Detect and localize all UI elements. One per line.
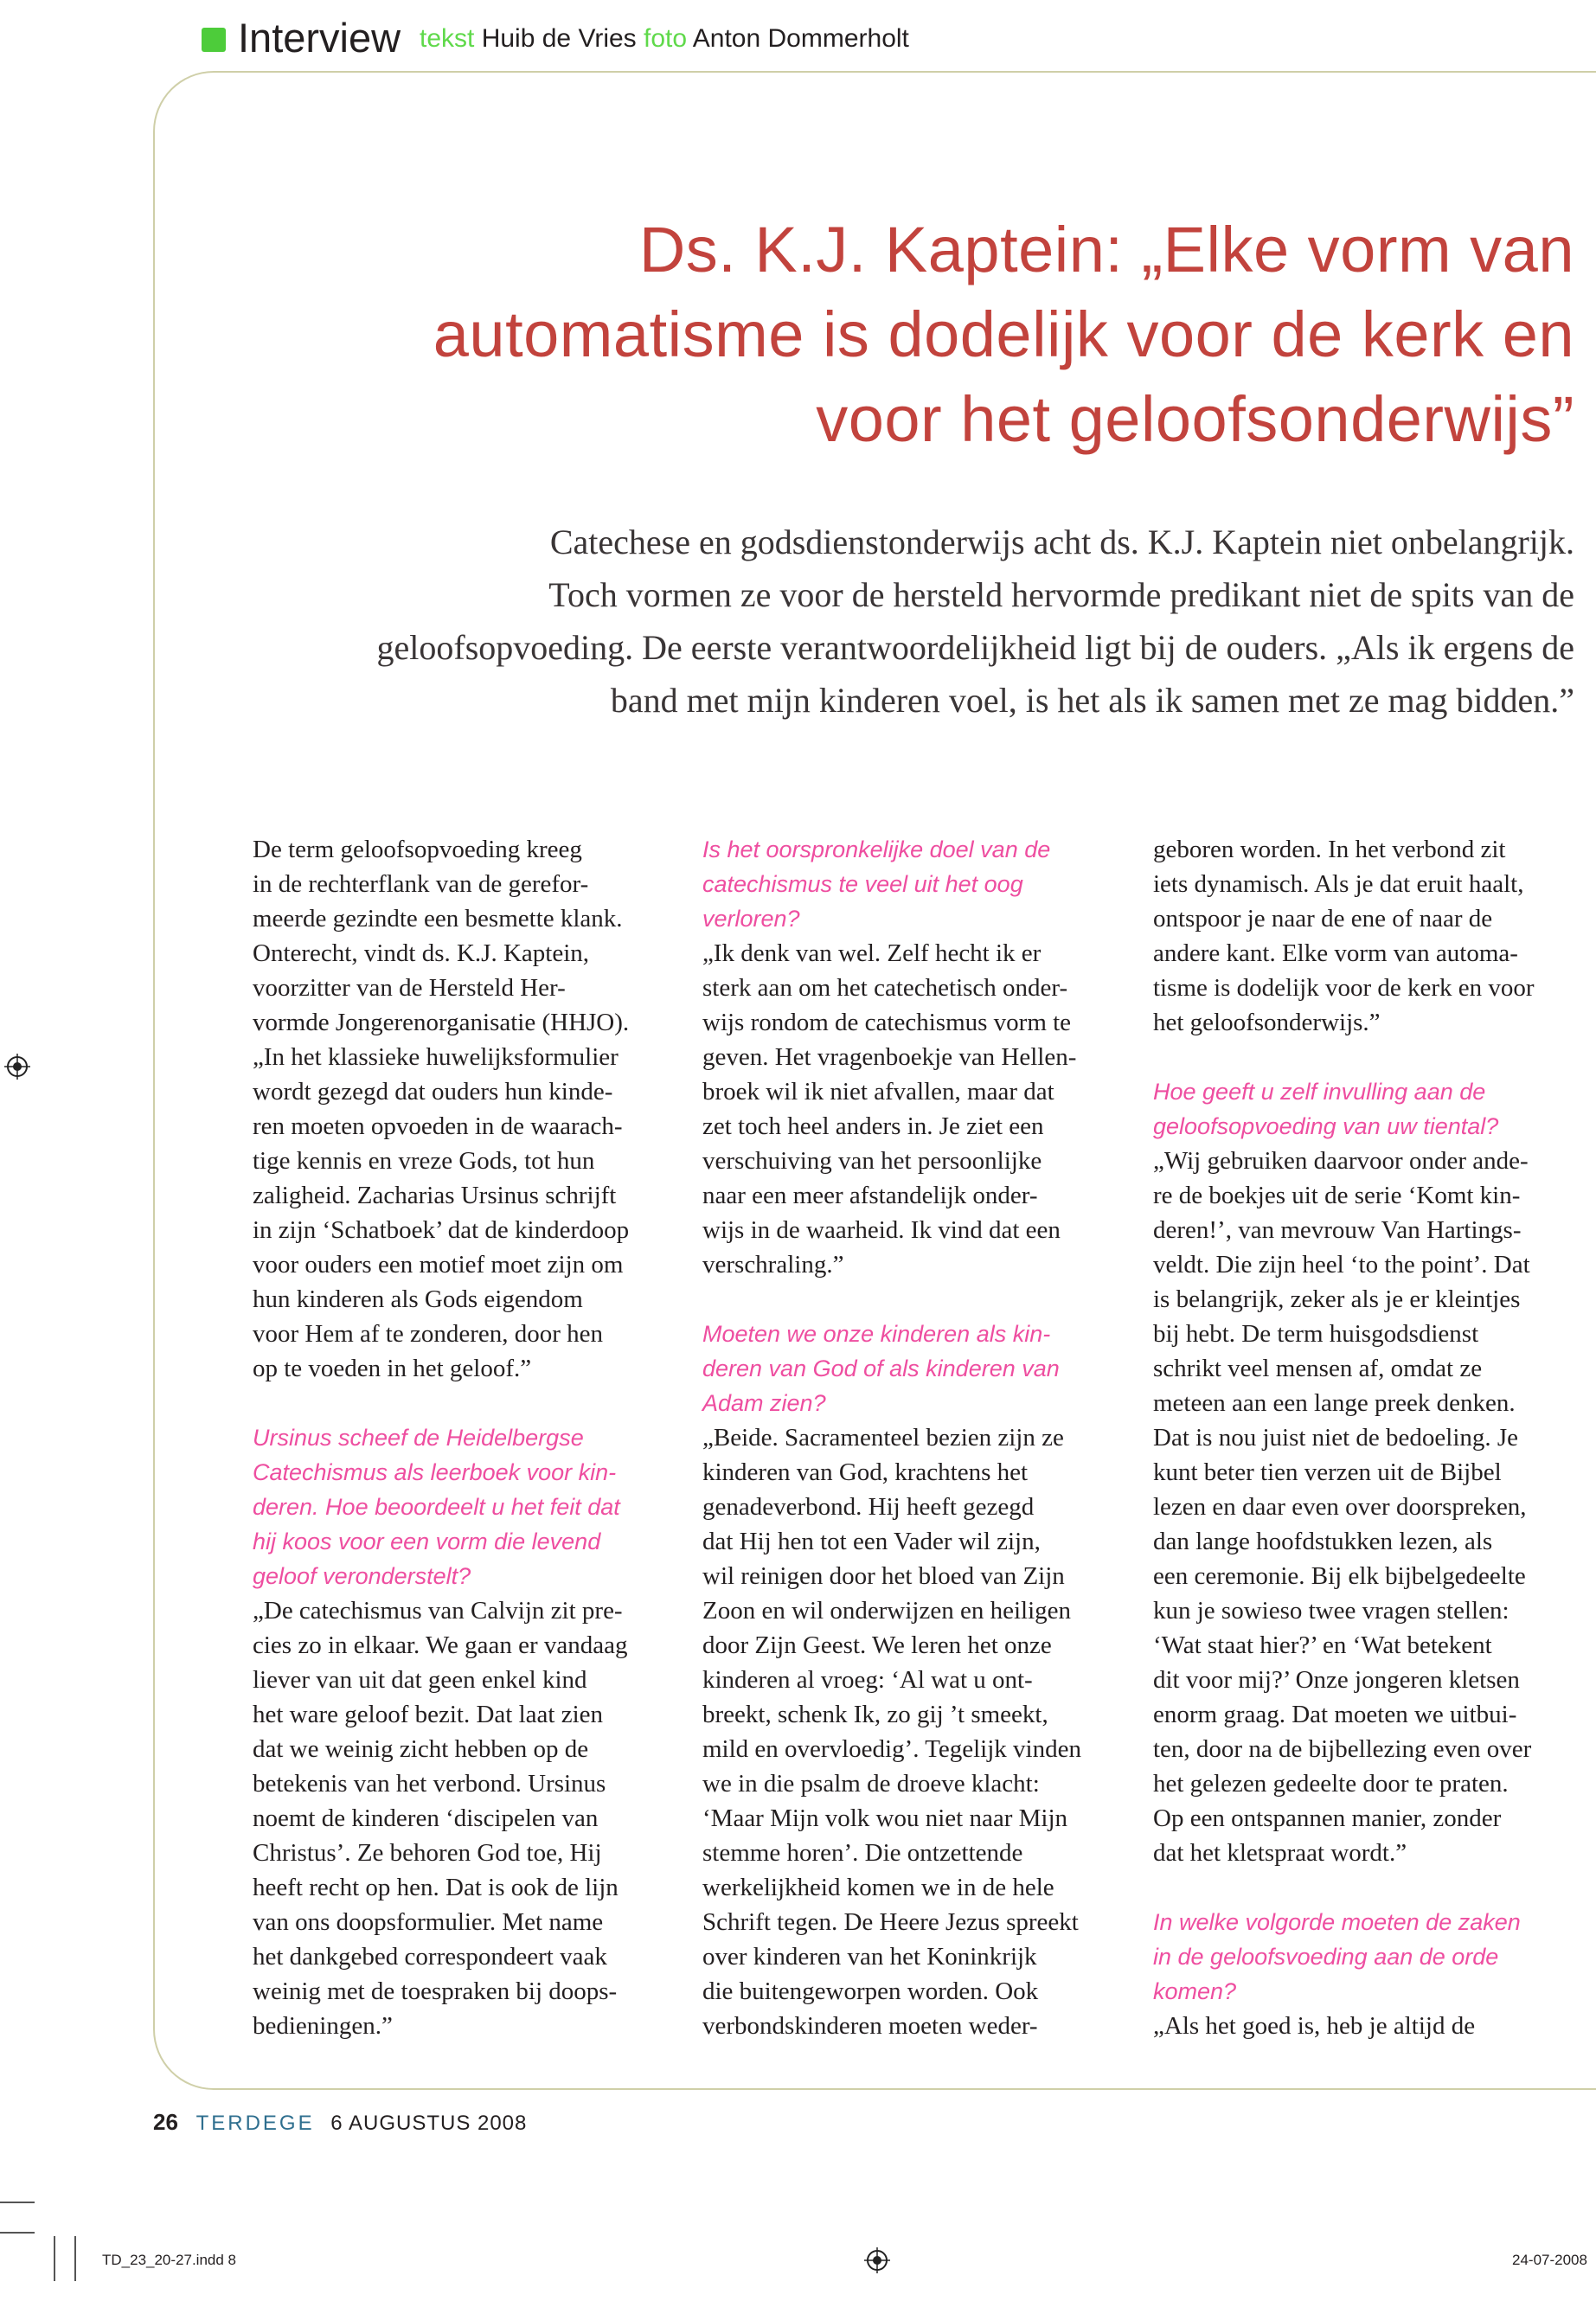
page-number: 26 [153,2109,178,2135]
body-line: voor ouders een motief moet zijn om [253,1251,624,1279]
body-line: lezen en daar even over doorspreken, [1153,1493,1527,1521]
body-line: door Zijn Geest. We leren het onze [702,1631,1052,1659]
body-paragraph [253,1593,681,2043]
body-line: zaligheid. Zacharias Ursinus schrijft [253,1182,617,1209]
body-line: verschraling.” [702,1251,844,1279]
body-line: bij hebt. De term huisgodsdienst [1153,1320,1479,1348]
body-line: weinig met de toespraken bij doops- [253,1977,618,2005]
body-line: betekenis van het verbond. Ursinus [253,1770,606,1798]
interview-question [702,1317,1131,1420]
body-line: dat Hij hen tot een Vader wil zijn, [702,1528,1041,1555]
question-line: komen? [1153,1978,1237,2004]
body-line: ontspoor je naar de ene of naar de [1153,905,1493,933]
headline [277,208,1574,462]
article-column-1 [253,832,681,2043]
body-line: het dankgebed correspondeert vaak [253,1943,607,1971]
body-line: Christus’. Ze behoren God toe, Hij [253,1839,602,1867]
body-line: zet toch heel anders in. Je ziet een [702,1112,1044,1140]
body-line: deren!’, van mevrouw Van Hartings- [1153,1216,1522,1244]
body-line: sterk aan om het catechetisch onder- [702,974,1068,1002]
body-line: Dat is nou juist niet de bedoeling. Je [1153,1424,1519,1452]
question-line: verloren? [702,906,800,932]
headline-line: voor het geloofsonderwijs” [816,383,1574,455]
body-line: wijs rondom de catechismus vorm te [702,1009,1072,1036]
intro-paragraph [190,516,1574,727]
body-line: ‘Maar Mijn volk wou niet naar Mijn [702,1804,1068,1832]
intro-line: band met mijn kinderen voel, is het als ik samen met ze mag bidden.” [610,681,1574,720]
registration-mark-icon [864,2247,890,2273]
intro-line: geloofsopvoeding. De eerste verantwoordelijkheid ligt bij de ouders. „Als ik ergens de [376,628,1574,667]
body-line: dit voor mij?’ Onze jongeren kletsen [1153,1666,1520,1694]
question-line: Ursinus scheef de Heidelbergse [253,1425,584,1451]
question-line: geloofsopvoeding van uw tiental? [1153,1113,1499,1139]
intro-line: Toch vormen ze voor de hersteld hervormde predikant niet de spits van de [548,575,1574,614]
question-line: Hoe geeft u zelf invulling aan de [1153,1079,1486,1105]
body-line: enorm graag. Dat moeten we uitbui- [1153,1701,1517,1728]
body-line: cies zo in elkaar. We gaan er vandaag [253,1631,628,1659]
body-line: genadeverbond. Hij heeft gezegd [702,1493,1035,1521]
body-line: broek wil ik niet afvallen, maar dat [702,1078,1054,1106]
body-line: stemme horen’. Die ontzettende [702,1839,1023,1867]
registration-mark-icon [4,1054,30,1080]
body-line: verbondskinderen moeten weder- [702,2012,1038,2040]
page-footer [153,2109,527,2136]
issue-date: 6 AUGUSTUS 2008 [330,2112,528,2135]
headline-line: automatisme is dodelijk voor de kerk en [433,298,1574,370]
body-line: tisme is dodelijk voor de kerk en voor [1153,974,1535,1002]
slug-filename: TD_23_20-27.indd 8 [102,2252,237,2268]
byline-photographer: Anton Dommerholt [692,24,909,53]
question-line: hij koos voor een vorm die levend [253,1529,601,1554]
body-line: De term geloofsopvoeding kreeg [253,836,582,863]
body-line: „In het klassieke huwelijksformulier [253,1043,619,1071]
body-line: veldt. Die zijn heel ‘to the point’. Dat [1153,1251,1530,1279]
body-line: „Ik denk van wel. Zelf hecht ik er [702,939,1042,967]
intro-line: Catechese en godsdienstonderwijs acht ds. K.J. Kaptein niet onbelangrijk. [549,522,1574,561]
byline-text-label: tekst [420,24,475,53]
body-line: bedieningen.” [253,2012,393,2040]
body-line: heeft recht op hen. Dat is ook de lijn [253,1874,619,1901]
body-line: het ware geloof bezit. Dat laat zien [253,1701,603,1728]
body-line: geven. Het vragenboekje van Hellen- [702,1043,1077,1071]
body-line: kun je sowieso twee vragen stellen: [1153,1597,1509,1625]
body-line: liever van uit dat geen enkel kind [253,1666,587,1694]
question-line: in de geloofsvoeding aan de orde [1153,1944,1499,1970]
byline [420,24,909,54]
section-marker-square-icon [202,28,226,52]
interview-question [1153,1074,1581,1144]
body-line: in zijn ‘Schatboek’ dat de kinderdoop [253,1216,630,1244]
body-line: dat we weinig zicht hebben op de [253,1735,589,1763]
body-line: schrikt veel mensen af, omdat ze [1153,1355,1483,1382]
headline-line: Ds. K.J. Kaptein: „Elke vorm van [638,214,1574,285]
body-line: kunt beter tien verzen uit de Bijbel [1153,1458,1502,1486]
body-line: „De catechismus van Calvijn zit pre- [253,1597,623,1625]
body-line: tige kennis en vreze Gods, tot hun [253,1147,595,1175]
body-line: het geloofsonderwijs.” [1153,1009,1381,1036]
body-paragraph [702,1420,1131,2043]
body-line: we in die psalm de droeve klacht: [702,1770,1040,1798]
body-line: iets dynamisch. Als je dat eruit haalt, [1153,870,1524,898]
body-line: meerde gezindte een besmette klank. [253,905,623,933]
body-line: een ceremonie. Bij elk bijbelgedeelte [1153,1562,1526,1590]
body-line: voorzitter van de Hersteld Her- [253,974,566,1002]
interview-question [1153,1905,1581,2009]
body-line: meteen aan een lange preek denken. [1153,1389,1516,1417]
body-line: wil reinigen door het bloed van Zijn [702,1562,1065,1590]
body-line: Onterecht, vindt ds. K.J. Kaptein, [253,939,590,967]
body-line: wijs in de waarheid. Ik vind dat een [702,1216,1061,1244]
body-line: Zoon en wil onderwijzen en heiligen [702,1597,1072,1625]
byline-photo-label: foto [644,24,688,53]
body-line: kinderen al vroeg: ‘Al wat u ont- [702,1666,1033,1694]
article-column-3 [1153,832,1581,2043]
interview-question [253,1420,681,1593]
question-line: Adam zien? [702,1390,826,1416]
crop-mark [74,2236,76,2281]
body-line: hun kinderen als Gods eigendom [253,1285,583,1313]
body-line: werkelijkheid komen we in de hele [702,1874,1054,1901]
question-line: geloof veronderstelt? [253,1563,471,1589]
body-paragraph [702,936,1131,1282]
interview-question [702,832,1131,936]
body-line: „Als het goed is, heb je altijd de [1153,2012,1476,2040]
body-line: Schrift tegen. De Heere Jezus spreekt [702,1908,1079,1936]
body-line: re de boekjes uit de serie ‘Komt kin- [1153,1182,1521,1209]
body-line: ten, door na de bijbellezing even over [1153,1735,1532,1763]
question-line: In welke volgorde moeten de zaken [1153,1909,1521,1935]
body-line: ‘Wat staat hier?’ en ‘Wat betekent [1153,1631,1492,1659]
body-line: andere kant. Elke vorm van automa- [1153,939,1518,967]
crop-mark [0,2202,35,2203]
body-line: „Beide. Sacramenteel bezien zijn ze [702,1424,1064,1452]
body-line: dat het kletspraat wordt.” [1153,1839,1407,1867]
body-line: in de rechterflank van de gerefor- [253,870,589,898]
body-paragraph [1153,1144,1581,1870]
question-line: Is het oorspronkelijke doel van de [702,836,1051,862]
body-paragraph [1153,832,1581,1040]
body-line: wordt gezegd dat ouders hun kinde- [253,1078,613,1106]
section-label: Interview [238,15,401,61]
body-line: geboren worden. In het verbond zit [1153,836,1506,863]
body-line: naar een meer afstandelijk onder- [702,1182,1038,1209]
body-line: ren moeten opvoeden in de waarach- [253,1112,623,1140]
body-line: Op een ontspannen manier, zonder [1153,1804,1502,1832]
question-line: deren van God of als kinderen van [702,1356,1060,1381]
body-line: voor Hem af te zonderen, door hen [253,1320,604,1348]
magazine-name: TERDEGE [195,2112,315,2135]
body-line: breekt, schenk Ik, zo gij ’t smeekt, [702,1701,1048,1728]
body-line: mild en overvloedig’. Tegelijk vinden [702,1735,1081,1763]
body-line: noemt de kinderen ‘discipelen van [253,1804,599,1832]
body-line: over kinderen van het Koninkrijk [702,1943,1037,1971]
body-line: „Wij gebruiken daarvoor onder ande- [1153,1147,1529,1175]
byline-author: Huib de Vries [481,24,637,53]
question-line: Catechismus als leerboek voor kin- [253,1459,617,1485]
body-line: vormde Jongerenorganisatie (HHJO). [253,1009,630,1036]
article-column-2 [702,832,1131,2043]
body-paragraph [253,832,681,1386]
crop-mark [0,2232,35,2234]
body-line: op te voeden in het geloof.” [253,1355,532,1382]
body-line: dan lange hoofdstukken lezen, als [1153,1528,1493,1555]
question-line: catechismus te veel uit het oog [702,871,1023,897]
body-line: van ons doopsformulier. Met name [253,1908,604,1936]
slug-date: 24-07-2008 [1512,2252,1587,2268]
body-line: die buitengeworpen worden. Ook [702,1977,1039,2005]
body-paragraph [1153,2009,1581,2043]
body-line: verschuiving van het persoonlijke [702,1147,1042,1175]
body-line: is belangrijk, zeker als je er kleintjes [1153,1285,1521,1313]
question-line: Moeten we onze kinderen als kin- [702,1321,1051,1347]
body-line: het gelezen gedeelte door te praten. [1153,1770,1509,1798]
crop-mark [54,2236,55,2281]
body-line: kinderen van God, krachtens het [702,1458,1029,1486]
question-line: deren. Hoe beoordeelt u het feit dat [253,1494,620,1520]
